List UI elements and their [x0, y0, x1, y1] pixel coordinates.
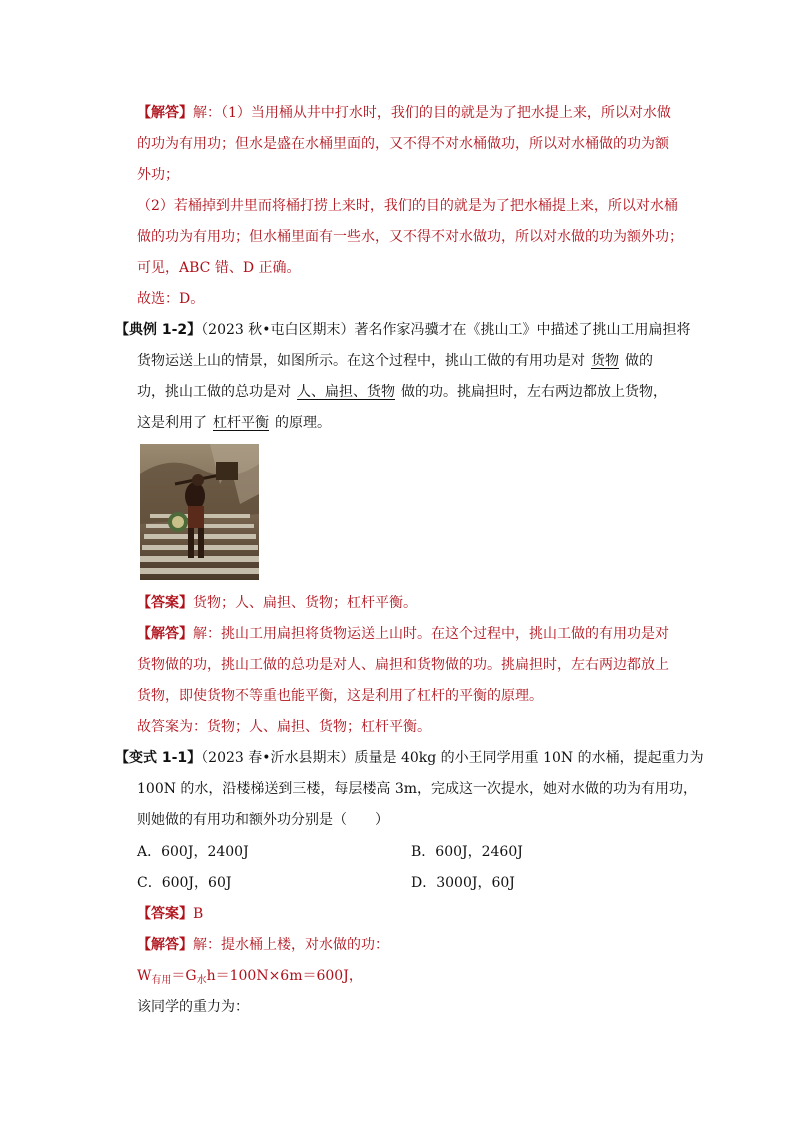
variant-solution-line-1: 【解答】解：提水桶上楼，对水做的功：: [137, 937, 389, 953]
porter-illustration: [140, 444, 259, 580]
example-solution-line-4: 故答案为：货物；人、扁担、货物；杠杆平衡。: [137, 719, 431, 735]
fill-blank-1: 货物: [591, 353, 619, 369]
answer-tag: 【答案】: [137, 906, 193, 922]
option-b: B．600J，2460J: [411, 844, 523, 860]
answer1-line-4: （2）若桶掉到井里而将桶打捞上来时，我们的目的就是为了把水桶提上来，所以对水桶: [137, 198, 678, 214]
variant-solution-line-3: 该同学的重力为：: [137, 999, 249, 1015]
example-line-3: 功，挑山工做的总功是对 人、扁担、货物 做的功。挑扁担时，左右两边都放上货物，: [137, 384, 667, 400]
solution-tag: 【解答】: [137, 105, 193, 121]
option-d: D．3000J，60J: [411, 875, 515, 891]
example-line-4: 这是利用了 杠杆平衡 的原理。: [137, 415, 331, 431]
answer1-line-1: 【解答】解：（1）当用桶从井中打水时，我们的目的就是为了把水提上来，所以对水做: [137, 105, 671, 121]
example-tag: 【典例 1-2】: [115, 322, 202, 338]
answer-tag: 【答案】: [137, 595, 193, 611]
example-line-2: 货物运送上山的情景，如图所示。在这个过程中，挑山工做的有用功是对 货物 做的: [137, 353, 653, 369]
example-solution-line-1: 【解答】解：挑山工用扁担将货物运送上山时。在这个过程中，挑山工做的有用功是对: [137, 626, 669, 642]
variant-line-2: 100N 的水，沿楼梯送到三楼，每层楼高 3m，完成这一次提水，她对水做的功为有用功，: [137, 781, 698, 797]
variant-tag: 【变式 1-1】: [115, 750, 202, 766]
variant-answer: 【答案】B: [137, 906, 204, 922]
answer1-line-2: 的功为有用功；但水是盛在水桶里面的，又不得不对水桶做功，所以对水桶做的功为额: [137, 136, 669, 152]
variant-line-3: 则她做的有用功和额外功分别是（ ）: [137, 812, 389, 828]
answer1-line-7: 故选：D。: [137, 291, 205, 307]
porter-illustration-graphic: [140, 444, 259, 580]
example-solution-line-3: 货物，即使货物不等重也能平衡，这是利用了杠杆的平衡的原理。: [137, 688, 543, 704]
variant-line-1: 【变式 1-1】（2023 春•沂水县期末）质量是 40kg 的小王同学用重 10N 的水桶，提起重力为: [115, 750, 704, 766]
answer1-line-6: 可见，ABC 错、D 正确。: [137, 260, 301, 276]
example-solution-line-2: 货物做的功，挑山工做的总功是对人、扁担和货物做的功。挑扁担时，左右两边都放上: [137, 657, 669, 673]
option-c: C．600J，60J: [137, 875, 232, 891]
fill-blank-2: 人、扁担、货物: [297, 384, 395, 400]
fill-blank-3: 杠杆平衡: [213, 415, 269, 431]
example-answer: 【答案】货物；人、扁担、货物；杠杆平衡。: [137, 595, 417, 611]
variant-formula: $W_{有用}=G_水h=100N\times 6m=600J$，: [137, 968, 363, 986]
solution-tag: 【解答】: [137, 937, 193, 953]
answer1-line-3: 外功；: [137, 167, 179, 183]
solution-tag: 【解答】: [137, 626, 193, 642]
option-a: A．600J，2400J: [137, 844, 249, 860]
example-line-1: 【典例 1-2】（2023 秋•屯白区期末）著名作家冯骥才在《挑山工》中描述了挑山工用扁担将: [115, 322, 691, 338]
answer1-line-5: 做的功为有用功；但水桶里面有一些水，又不得不对水做功，所以对水做的功为额外功；: [137, 229, 683, 245]
